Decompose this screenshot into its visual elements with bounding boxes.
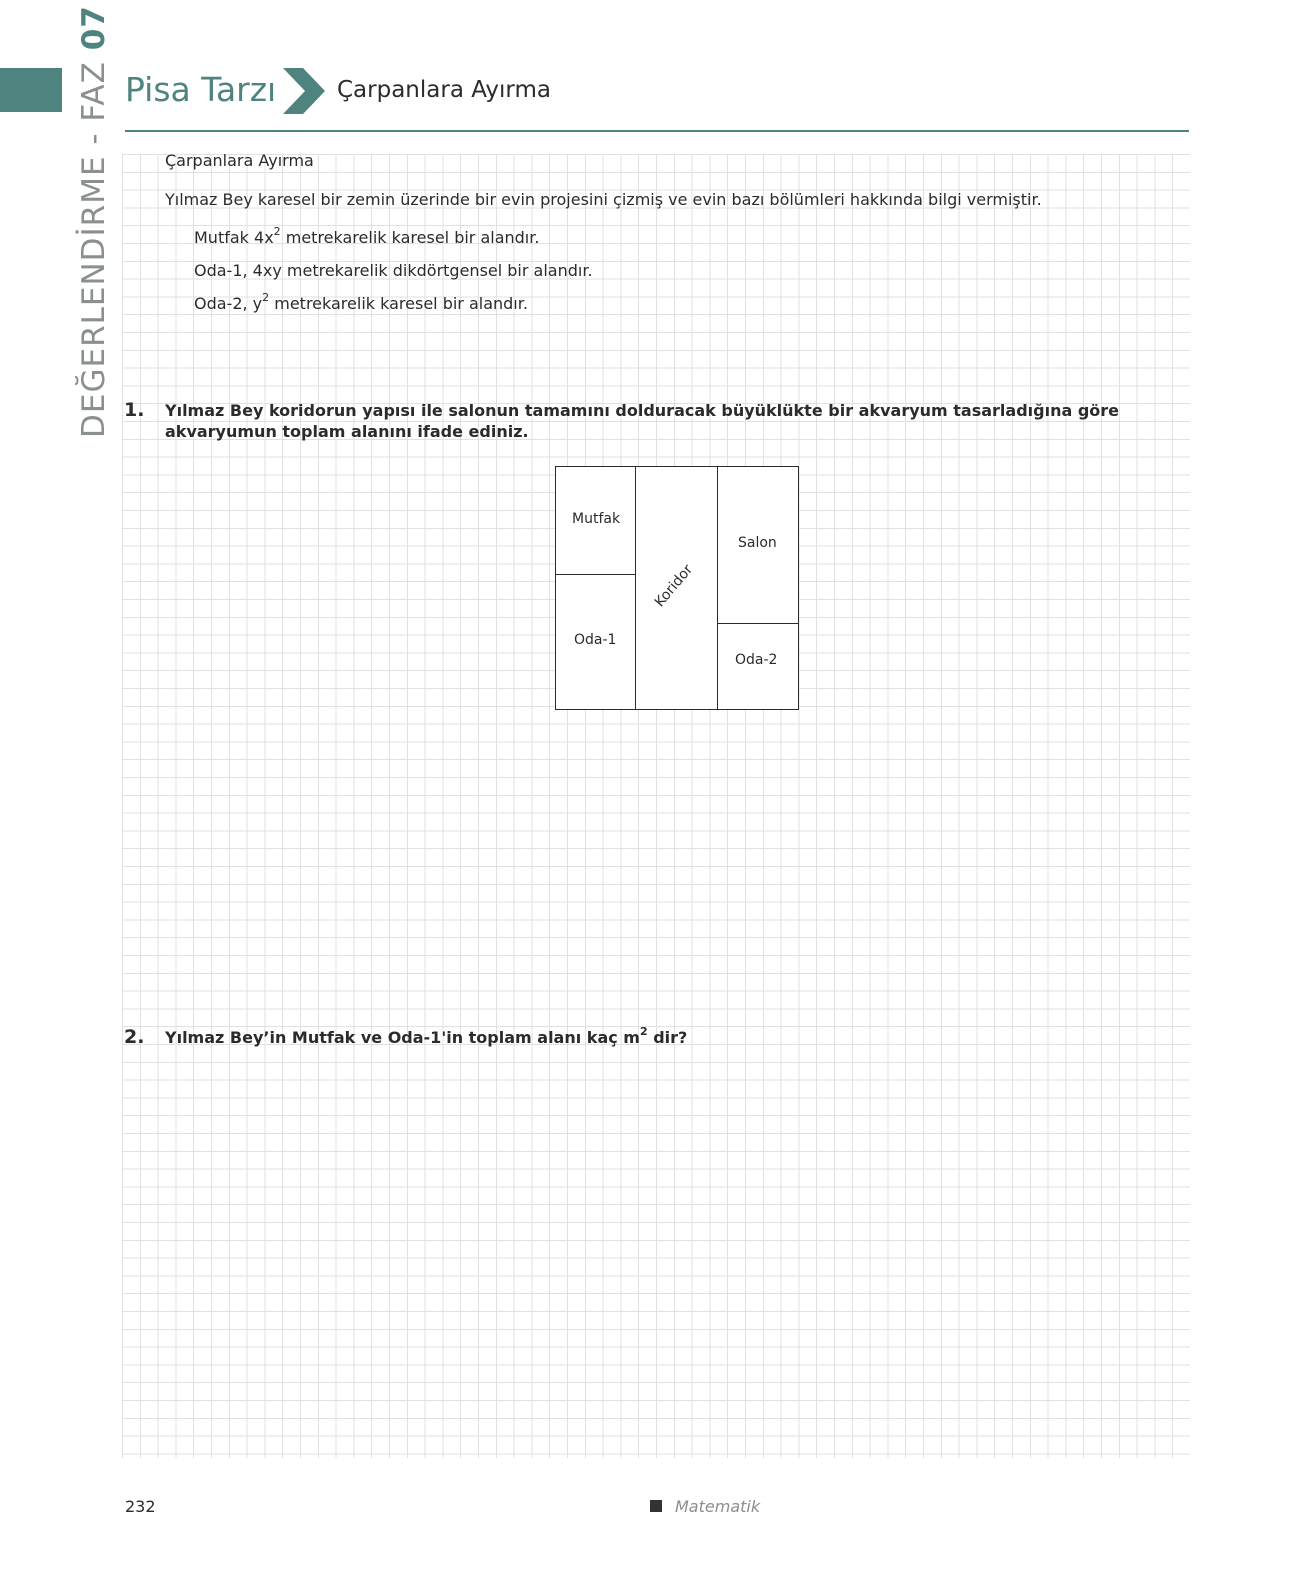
room-label-koridor: Koridor [651, 561, 697, 611]
page-title: Pisa Tarzı [125, 70, 277, 109]
page-number: 232 [125, 1497, 156, 1516]
info-text: metrekarelik karesel bir alandır. [280, 228, 540, 247]
header-divider [125, 130, 1189, 132]
exponent: 2 [639, 1024, 648, 1038]
side-label-text: DEĞERLENDİRME - FAZ [76, 50, 112, 438]
side-section-label [76, 5, 112, 438]
question-text: dir? [647, 1028, 688, 1047]
intro-text: Yılmaz Bey karesel bir zemin üzerinde bir evin projesini çizmiş ve evin bazı bölümleri hakkında bilgi vermiştir. [165, 190, 1042, 209]
info-line-mutfak [194, 224, 540, 247]
side-tab-block [0, 68, 62, 112]
room-label-salon: Salon [738, 535, 777, 551]
chevron-right-icon [283, 68, 325, 114]
room-label-mutfak: Mutfak [572, 511, 621, 527]
exponent: 2 [273, 224, 281, 238]
info-text: Oda-1, 4xy metrekarelik dikdörtgensel bir alandır. [194, 261, 593, 280]
info-text: Oda-2, y [194, 294, 263, 313]
square-icon [650, 1500, 662, 1512]
info-line-oda1 [194, 261, 593, 280]
question-2-number: 2. [124, 1026, 145, 1048]
info-text: metrekarelik karesel bir alandır. [269, 294, 528, 313]
room-label-oda-1: Oda-1 [574, 632, 617, 648]
grid-paper-background [122, 154, 1190, 1458]
question-2-text [165, 1024, 688, 1047]
question-1-number: 1. [124, 399, 145, 421]
faz-number: 07 [76, 5, 112, 51]
page-subtitle: Çarpanlara Ayırma [337, 77, 551, 103]
section-title: Çarpanlara Ayırma [165, 151, 314, 170]
footer-subject: Matematik [675, 1497, 761, 1516]
info-line-oda2 [194, 290, 528, 313]
question-text: Yılmaz Bey’in Mutfak ve Oda-1'in toplam alanı kaç m [165, 1028, 640, 1047]
exponent: 2 [262, 290, 270, 304]
floor-plan [555, 466, 799, 710]
question-1-text: Yılmaz Bey koridorun yapısı ile salonun tamamını dolduracak büyüklükte bir akvaryum tasarladığına göre akvaryumun toplam alanını ifade ediniz. [165, 401, 1120, 441]
room-label-oda-2: Oda-2 [735, 652, 778, 668]
info-text: Mutfak 4x [194, 228, 274, 247]
